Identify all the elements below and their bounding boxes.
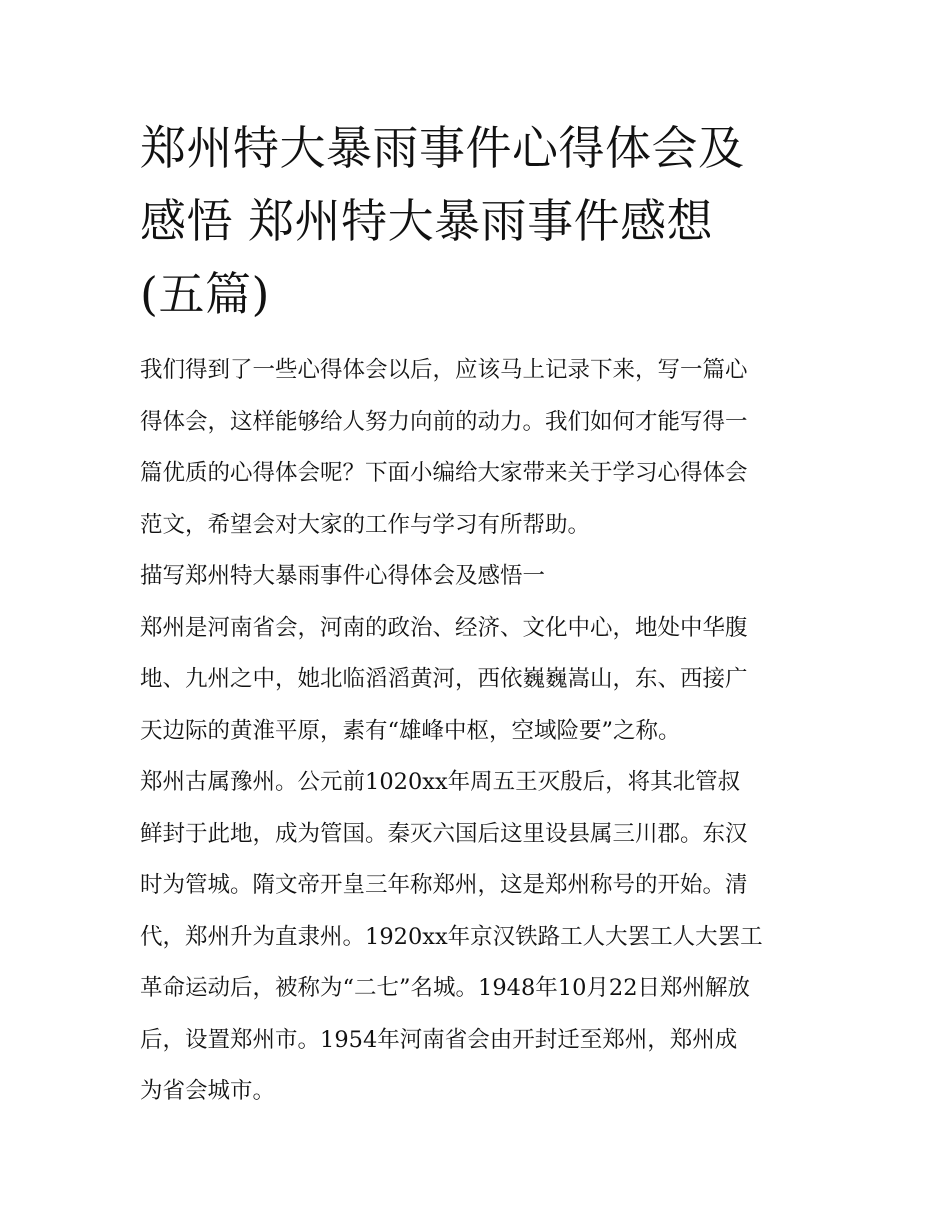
intro-paragraph — [140, 345, 820, 551]
paragraph-line: 地、九州之中，她北临滔滔黄河，西依巍巍嵩山，东、西接广 — [140, 666, 748, 692]
paragraph-line: 后，设置郑州市。1954年河南省会由开封迁至郑州，郑州成 — [140, 1026, 738, 1053]
section-heading: 描写郑州特大暴雨事件心得体会及感悟一 — [140, 563, 546, 589]
title-line: (五篇) — [140, 267, 270, 321]
title-line: 感悟 郑州特大暴雨事件感想 — [140, 194, 714, 248]
paragraph-geography — [140, 603, 820, 758]
paragraph-line: 得体会，这样能够给人努力向前的动力。我们如何才能写得一 — [140, 408, 748, 435]
paragraph-line: 篇优质的心得体会呢？下面小编给大家带来关于学习心得体会 — [140, 460, 748, 486]
paragraph-line: 我们得到了一些心得体会以后，应该马上记录下来，写一篇心 — [140, 357, 748, 383]
paragraph-history — [140, 757, 820, 1118]
paragraph-line: 鲜封于此地，成为管国。秦灭六国后这里设县属三川郡。东汉 — [140, 820, 748, 847]
paragraph-line: 郑州是河南省会，河南的政治、经济、文化中心，地处中华腹 — [140, 614, 748, 641]
title-line: 郑州特大暴雨事件心得体会及 — [140, 121, 745, 175]
paragraph-line: 天边际的黄淮平原，素有“雄峰中枢，空域险要”之称。 — [140, 717, 681, 744]
paragraph-line: 时为管城。隋文帝开皇三年称郑州，这是郑州称号的开始。清 — [140, 872, 748, 898]
paragraph-line: 代，郑州升为直隶州。1920xx年京汉铁路工人大罢工人大罢工 — [140, 923, 763, 950]
paragraph-line: 郑州古属豫州。公元前1020xx年周五王灭殷后，将其北管叔 — [140, 769, 741, 795]
document-title — [140, 112, 820, 331]
paragraph-line: 革命运动后，被称为“二七”名城。1948年10月22日郑州解放 — [140, 975, 751, 1001]
paragraph-line: 为省会城市。 — [140, 1078, 276, 1104]
paragraph-line: 范文，希望会对大家的工作与学习有所帮助。 — [140, 511, 591, 538]
document-page — [140, 112, 820, 1118]
